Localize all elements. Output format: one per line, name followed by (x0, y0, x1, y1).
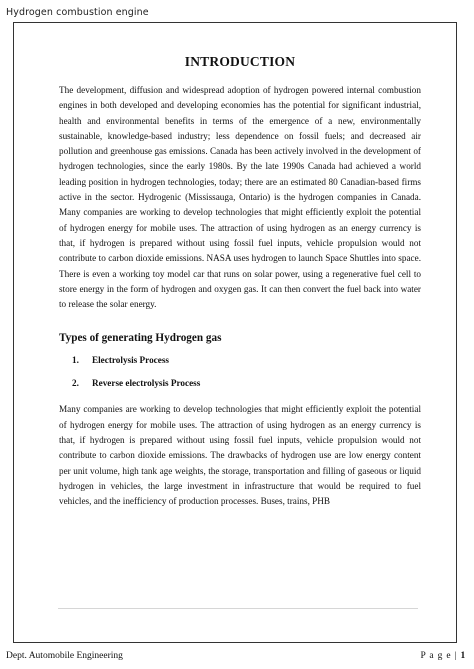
footer-divider (58, 608, 418, 609)
list-item-number: 2. (72, 378, 79, 389)
intro-paragraph: The development, diffusion and widespread adoption of hydrogen powered internal combustion engines in both developed and developing economies has the potential for significant industrial, health and environmental benefits in terms of the emergence of a new, environmentally sustainable, knowledge-based industry; less dependence on fossil fuels; and decreased air pollution and greenhouse gas emissions. Canada has been actively involved in the development of hydrogen technologies, since the early 1980s. By the late 1990s Canada had achieved a world leading position in hydrogen technologies, today; there are an estimated 80 Canadian-based firms active in the sector. Hydrogenic (Mississauga, Ontario) is the hydrogen companies in Canada. Many companies are working to develop technologies that might efficiently exploit the potential of hydrogen energy for mobile uses. The attraction of using hydrogen as an energy currency is that, if hydrogen is prepared without using fossil fuel inputs, vehicle propulsion would not contribute to carbon dioxide emissions. NASA uses hydrogen to launch Space Shuttles into space. There is even a working toy model car that runs on solar power, using a regenerative fuel cell to store energy in the form of hydrogen and oxygen gas. It can then convert the fuel back into water to release the solar energy. (59, 85, 421, 310)
list-item (72, 377, 421, 390)
running-header: Hydrogen combustion engine (6, 7, 149, 18)
types-list (59, 354, 421, 390)
list-item-label: Reverse electrolysis Process (92, 378, 201, 389)
section-heading: Types of generating Hydrogen gas (59, 332, 222, 345)
page-number: 1 (460, 651, 466, 661)
second-paragraph: Many companies are working to develop technologies that might efficiently exploit the potential of hydrogen energy for mobile uses. The attraction of using hydrogen as an energy currency is that, if hydrogen is prepared without using fossil fuel inputs, vehicle propulsion would not contribute to carbon dioxide emissions. The drawbacks of hydrogen use are low energy content per unit volume, high tank age weights, the storage, transportation and filling of gaseous or liquid hydrogen in vehicles, the large investment in infrastructure that would be required to fuel vehicles, and the inefficiency of production processes. Buses, trains, PHB (59, 404, 421, 507)
list-item-label: Electrolysis Process (92, 355, 169, 366)
list-item-number: 1. (72, 355, 79, 366)
footer-department: Dept. Automobile Engineering (6, 651, 123, 661)
page-title: INTRODUCTION (184, 54, 296, 69)
page-number-block (421, 651, 466, 661)
list-item (72, 354, 421, 367)
page-label: P a g e | (420, 651, 458, 661)
page-content (59, 54, 421, 510)
